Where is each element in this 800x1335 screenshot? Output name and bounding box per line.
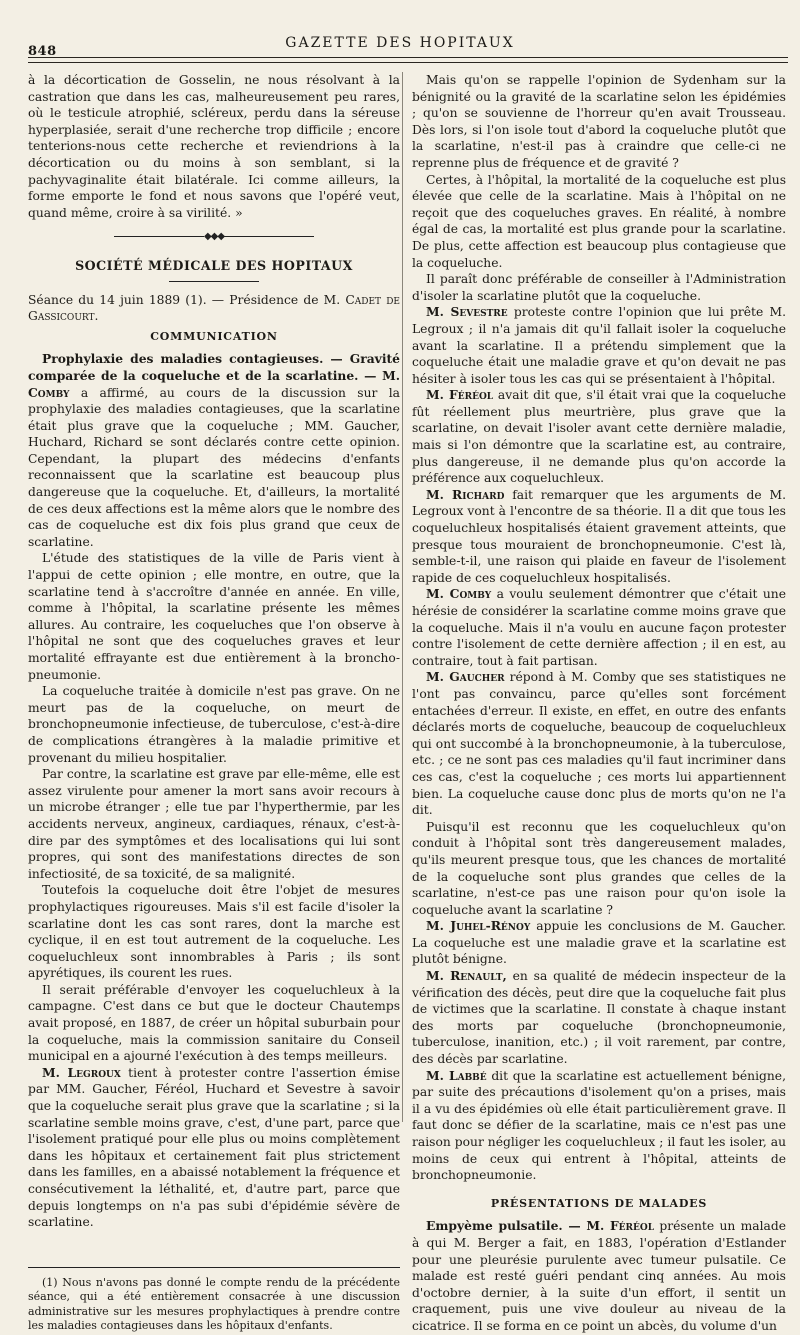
r5-name: M. Féréol: [426, 387, 494, 403]
paragraph-2: L'étude des statistiques de la ville de Paris vient à l'appui de cette opinion ; elle montre, en outre, que la scarlatine tend à s'accroître d'année en année. En ville, comme à l'hôpital, la scarlatine présente les mêmes allures. Au contraire, les coqueluches que l'on observe à l'hôpital ne sont que des coqueluches graves et leur mortalité effrayante est due entièrement à la broncho-pneumonie.: [28, 551, 400, 682]
r8-rest: répond à M. Comby que ses statistiques ne l'ont pas convaincu, parce qu'elles sont forcément entachées d'erreur. Il existe, en effet, en outre des enfants déclarés morts de coqueluche, beaucoup de coqueluchleux qui ont succombé à la bronchopneumonie, à la tuberculose, etc. ; ce ne sont pas ces maladies qu'il faut incriminer dans ces cas, c'est la coqueluche ; ces morts lui appartiennent bien. La coqueluche cause donc plus de morts qu'on ne l'a dit.: [412, 670, 786, 818]
r-paragraph-3: Il paraît donc préférable de conseiller à l'Administration d'isoler la scarlatine plutôt que la coqueluche.: [412, 272, 786, 303]
r-paragraph-4: [412, 304, 786, 387]
r-paragraph-8: [412, 669, 786, 818]
r10-name: M. Juhel-Rénoy: [426, 918, 531, 934]
r8-name: M. Gaucher: [426, 669, 505, 685]
right-column: [412, 72, 786, 1335]
r-paragraph-12: [412, 1068, 786, 1184]
r-paragraph-10: [412, 918, 786, 968]
section-ornament: ◆◆◆: [28, 229, 400, 246]
r13-name: M. Féréol: [586, 1218, 655, 1234]
r-paragraph-1: Mais qu'on se rappelle l'opinion de Sydenham sur la bénignité ou la gravité de la scarlatine selon les épidémies ; qu'on se souvienne de l'horreur qu'en avait Trousseau. Dès lors, si l'on isole tout d'abord la coqueluche plutôt que la scarlatine, n'est-il pas à craindre que celle-ci ne reprenne plus de fréquence et de gravité ?: [412, 73, 786, 170]
r12-rest: dit que la scarlatine est actuellement bénigne, par suite des précautions d'isolement qu'on a prises, mais il a vu des épidémies où elle était particulièrement grave. Il faut donc se défier de la scarlatine, mais ce n'est pas une raison pour négliger les coqueluchleux ; il faut les isoler, au moins de ceux qui entrent à l'hôpital, atteints de bronchopneumonie.: [412, 1068, 786, 1183]
r4-name: M. Sevestre: [426, 304, 508, 320]
r-paragraph-7: [412, 586, 786, 669]
intro-paragraph: à la décortication de Gosselin, ne nous résolvant à la castration que dans les cas, malheureusement peu rares, où le testicule atrophié, scléreux, perdu dans la séreuse hyperplasiée, serait d'une recherche trop difficile ; encore tenterions-nous cette recherche et reviendrions à la décortication ou du moins à son semblant, si la pachyvaginalite était bilatérale. Ici comme ailleurs, la forme emporte le fond et nous savons que l'opéré veut, quand même, croire à sa virilité. »: [28, 73, 400, 220]
paragraph-5: Toutefois la coqueluche doit être l'objet de mesures prophylactiques rigoureuses. Mais s'il est facile d'isoler la scarlatine dont les cas sont rares, dont la marche est cyclique, il en est tout autrement de la coqueluche. Les coqueluchleux sont innombrables à Paris ; ils sont apyrétiques, ils courent les rues.: [28, 883, 400, 981]
r-paragraph-11: [412, 968, 786, 1068]
p1-name: M. Comby: [28, 367, 400, 400]
communication-heading: COMMUNICATION: [150, 329, 278, 343]
paragraph-7: [28, 1065, 400, 1231]
r4-rest: proteste contre l'opinion que lui prête M. Legroux ; il n'a jamais dit qu'il fallait isoler la coqueluche avant la scarlatine. Il a prétendu simplement que la coqueluche était une maladie grave et qu'on devait ne pas hésiter à isoler tous les cas qui se présentaient à l'hôpital.: [412, 305, 786, 386]
p7-name: M. Legroux: [42, 1064, 121, 1080]
running-title: GAZETTE DES HOPITAUX: [285, 35, 515, 51]
p1-rest: a affirmé, au cours de la discussion sur la prophylaxie des maladies contagieuses, que la scarlatine était plus grave que la coqueluche ; MM. Gaucher, Huchard, Richard se sont déclarés contre cette opinion. Cependant, la plupart des médecins d'enfants reconnaissent que la scarlatine est beaucoup plus dangereuse que la coqueluche. Et, d'ailleurs, la mortalité de ces deux affections est la même alors que le nombre des cas de coqueluche est dix fois plus grand que ceux de scarlatine.: [28, 385, 400, 549]
paragraph-4: Par contre, la scarlatine est grave par elle-même, elle est assez virulente pour amener la mort sans avoir recours à un microbe étranger ; elle tue par l'hyperthermie, par les accidents nerveux, angineux, cardiaques, rénaux, c'est-à-dire par des symptômes et des localisations qui lui sont propres, qui sont des manifestations directes de son infectiosité, de sa toxicité, de sa malignité.: [28, 767, 400, 881]
r7-name: M. Comby: [426, 586, 492, 602]
footnote: (1) Nous n'avons pas donné le compte rendu de la précédente séance, qui a été entièrement consacrée à une discussion administrative sur les mesures prophylactiques à prendre contre les maladies contagieuses dans les hôpitaux d'enfants.: [28, 1275, 400, 1332]
r6-name: M. Richard: [426, 486, 505, 502]
r13-rest: présente un malade à qui M. Berger a fait, en 1883, l'opération d'Estlander pour une pleurésie purulente avec tumeur pulsatile. Ce malade est resté guéri pendant cinq années. Au mois d'octobre dernier, à la suite d'un effort, il sentit un craquement, puis une vive douleur au niveau de la cicatrice. Il se forma en ce point un abcès, du volume d'un: [412, 1219, 786, 1333]
p1-bold: Prophylaxie des maladies contagieuses. — Gravité comparée de la coqueluche et de la scarlatine. —: [28, 351, 400, 383]
presentations-heading: PRÉSENTATIONS DE MALADES: [490, 1196, 708, 1210]
r-paragraph-5: [412, 387, 786, 487]
header-rule: [28, 57, 788, 58]
r-paragraph-13: [412, 1218, 786, 1334]
heading-rule: [169, 281, 259, 282]
r7-rest: a voulu seulement démontrer que c'était une hérésie de considérer la scarlatine comme moins grave que la coqueluche. Mais il n'a voulu en aucune façon protester contre l'isolement de cette dernière affection ; il en est, au contraire, tout à fait partisan.: [412, 587, 787, 668]
r13-bold: Empyème pulsatile. —: [426, 1218, 587, 1234]
r12-name: M. Labbé: [426, 1067, 487, 1083]
paragraph-3: La coqueluche traitée à domicile n'est pas grave. On ne meurt pas de la coqueluche, on meurt de bronchopneumonie infectieuse, de tuberculose, c'est-à-dire de complications étrangères à la maladie primitive et provenant du milieu hospitalier.: [28, 684, 400, 765]
left-column: [28, 72, 400, 1332]
paragraph-1: [28, 351, 400, 550]
page-number: 848: [28, 44, 57, 59]
p7-rest: tient à protester contre l'assertion émise par MM. Gaucher, Féréol, Huchard et Sevestre à savoir que la coqueluche serait plus grave que la scarlatine ; si la scarlatine semble moins grave, c'est, d'une part, parce que l'isolement pratiqué pour elle plus ou moins complètement dans les hôpitaux et certainement fait plus strictement dans les familles, en a abaissé notablement la fréquence et consécutivement la léthalité, et, d'autre part, parce que depuis longtemps on n'a pas subi d'épidémie sévère de scarlatine.: [28, 1065, 400, 1230]
r-paragraph-6: [412, 487, 786, 587]
session-prefix: Séance du 14 juin 1889 (1). — Présidence de M.: [28, 292, 346, 307]
r10-rest: appuie les conclusions de M. Gaucher. La coqueluche est une maladie grave et la scarlatine est plutôt bénigne.: [412, 919, 786, 967]
r6-rest: fait remarquer que les arguments de M. Legroux vont à l'encontre de sa théorie. Il a dit que tous les coqueluchleux hospitalisés étaient gravement atteints, que presque tous mouraient de bronchopneumonie. C'est là, semble-t-il, une raison qui plaide en faveur de l'isolement rapide de ces coqueluchleux hospitalisés.: [412, 487, 786, 585]
session-president: Cadet de Gassicourt.: [28, 292, 400, 324]
paragraph-6: Il serait préférable d'envoyer les coqueluchleux à la campagne. C'est dans ce but que le docteur Chautemps avait proposé, en 1887, de créer un hôpital suburbain pour la coqueluche, mais la commission sanitaire du Conseil municipal en a ajourné l'exécution à des temps meilleurs.: [28, 982, 400, 1064]
r5-rest: avait dit que, s'il était vrai que la coqueluche fût réellement plus meurtrière, plus grave que la scarlatine, on devait l'isoler avant cette dernière maladie, mais si l'on démontre que la scarlatine est, au contraire, plus dangereuse, il ne demande plus qu'on accorde la préférence aux coqueluchleux.: [412, 388, 786, 486]
r11-rest: en sa qualité de médecin inspecteur de la vérification des décès, peut dire que la coqueluche fait plus de victimes que la scarlatine. Il constate à chaque instant des morts par coqueluche (bronchopneumonie, tuberculose, inanition, etc.) ; il voit rarement, par contre, des décès par scarlatine.: [412, 969, 786, 1067]
r-paragraph-2: Certes, à l'hôpital, la mortalité de la coqueluche est plus élevée que celle de la scarlatine. Mais à l'hôpital on ne reçoit que des coqueluches graves. En réalité, à nombre égal de cas, la mortalité est plus grande pour la scarlatine. De plus, cette affection est beaucoup plus contagieuse que la coqueluche.: [412, 172, 786, 270]
session-line: [28, 292, 400, 325]
society-heading: SOCIÉTÉ MÉDICALE DES HOPITAUX: [75, 257, 353, 273]
r11-name: M. Renault,: [426, 968, 507, 984]
footnote-rule: [28, 1267, 400, 1268]
r-paragraph-9: Puisqu'il est reconnu que les coqueluchleux qu'on conduit à l'hôpital sont très dangereusement malades, qu'ils meurent presque tous, que les chances de mortalité de la coqueluche sont plus grandes que celles de la scarlatine, n'est-ce pas une raison pour qu'on isole la coqueluche avant la scarlatine ?: [412, 819, 786, 917]
header-rule-double: [28, 62, 788, 63]
column-divider: [402, 72, 403, 1122]
